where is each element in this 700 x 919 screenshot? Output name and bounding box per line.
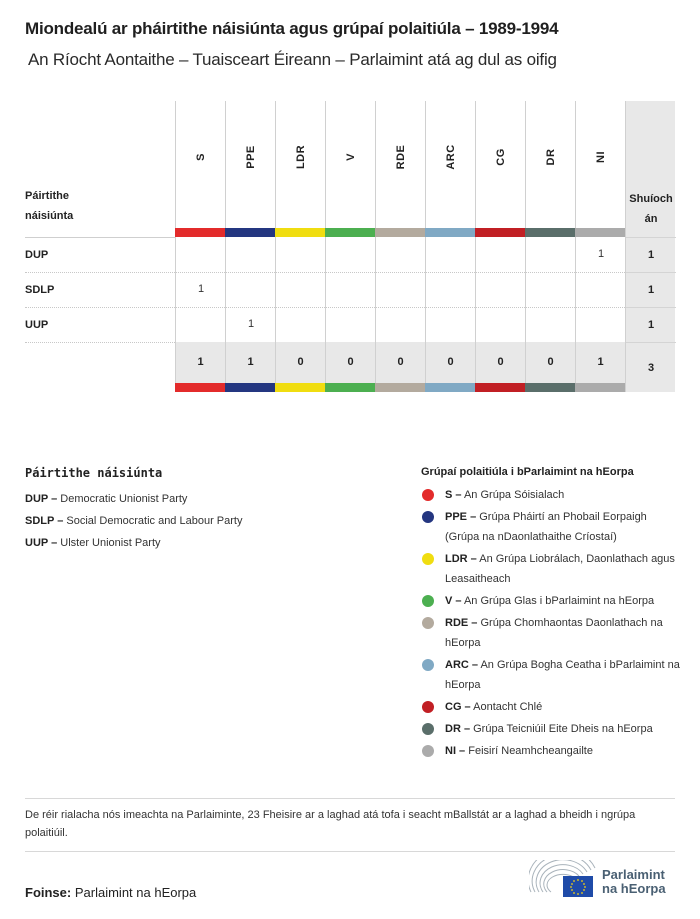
column-total: 0 xyxy=(425,342,475,383)
legend-item-sdlp xyxy=(25,510,395,532)
row-header-line2: náisiúnta xyxy=(25,210,74,222)
legend-item-group xyxy=(421,655,681,695)
column-body xyxy=(475,237,525,342)
table-cell xyxy=(326,237,376,272)
table-cell xyxy=(176,237,226,272)
column-header-label: PPE xyxy=(244,145,257,169)
legend-name: Democratic Unionist Party xyxy=(60,493,188,505)
seats-total-column xyxy=(625,101,675,392)
legend-item-uup xyxy=(25,532,395,554)
legend-item-group xyxy=(421,719,681,739)
column-header-label: V xyxy=(344,153,357,161)
table-cell xyxy=(376,237,426,272)
group-color-bar xyxy=(375,383,425,392)
seats-header-line1: Shuíoch xyxy=(629,193,673,205)
legend-item-group xyxy=(421,485,681,505)
column-body xyxy=(325,237,375,342)
color-dot-icon xyxy=(422,489,434,501)
hemicycle-icon xyxy=(529,860,601,900)
legend-item-group xyxy=(421,697,681,717)
column-body xyxy=(575,237,625,342)
source-line xyxy=(25,885,196,900)
table-cell xyxy=(476,237,526,272)
group-color-bar xyxy=(575,228,625,237)
table-cell xyxy=(576,272,626,307)
column-header-label: LDR xyxy=(294,144,307,170)
column-header xyxy=(375,101,425,228)
group-color-bar xyxy=(425,228,475,237)
table-cell xyxy=(476,307,526,342)
legend-name: Social Democratic and Labour Party xyxy=(66,515,243,527)
table-cell: 1 xyxy=(197,283,205,295)
table-cell xyxy=(176,307,226,342)
table-cell xyxy=(376,307,426,342)
legend-item-group xyxy=(421,591,681,611)
column-body xyxy=(425,237,475,342)
legend-item-group xyxy=(421,507,681,547)
column-header xyxy=(575,101,625,228)
legend-name: Grúpa Teicniúil Eite Dheis na hEorpa xyxy=(473,723,653,735)
color-dot-icon xyxy=(422,553,434,565)
color-dot-icon xyxy=(422,745,434,757)
table-cell xyxy=(526,237,576,272)
column-header xyxy=(475,101,525,228)
legend-item-group xyxy=(421,549,681,589)
column-body xyxy=(275,237,325,342)
row-header-line1: Páirtithe xyxy=(25,190,70,202)
row-total-dup: 1 xyxy=(626,237,676,272)
column-total: 0 xyxy=(475,342,525,383)
column-header-label: RDE xyxy=(394,144,407,170)
chart-subtitle: An Ríocht Aontaithe – Tuaisceart Éireann – Parlaimint atá ag dul as oifig xyxy=(28,50,557,69)
legend-name: Grúpa Pháirtí an Phobail Eorpaigh (Grúpa na nDaonlathaithe Críostaí) xyxy=(445,511,647,543)
table-cell xyxy=(526,307,576,342)
column-body xyxy=(175,237,225,342)
column-total: 0 xyxy=(375,342,425,383)
legend-abbr: NI – xyxy=(445,745,466,757)
group-color-bar xyxy=(325,228,375,237)
group-color-bar xyxy=(525,383,575,392)
column-total: 1 xyxy=(225,342,275,383)
legend-abbr: LDR – xyxy=(445,553,477,565)
color-dot-icon xyxy=(422,617,434,629)
legend-abbr: DR – xyxy=(445,723,471,735)
row-label-dup: DUP xyxy=(25,249,49,261)
table-cell: 1 xyxy=(247,318,255,330)
logo-text xyxy=(602,868,666,896)
chart-title: Miondealú ar pháirtithe náisiúnta agus grúpaí polaitiúla – 1989-1994 xyxy=(25,19,559,38)
legend-abbr: DUP – xyxy=(25,493,58,505)
table-cell xyxy=(376,272,426,307)
group-color-bar xyxy=(275,383,325,392)
seats-header xyxy=(626,189,676,229)
group-color-bar xyxy=(225,383,275,392)
group-color-bar xyxy=(325,383,375,392)
column-header xyxy=(225,101,275,228)
column-total: 0 xyxy=(525,342,575,383)
legend-abbr: UUP – xyxy=(25,537,58,549)
political-groups-legend-title: Grúpaí polaitiúla i bParlaimint na hEorpa xyxy=(421,466,634,478)
legend-name: An Grúpa Glas i bParlaimint na hEorpa xyxy=(463,595,655,607)
column-header xyxy=(425,101,475,228)
table-cell xyxy=(576,307,626,342)
column-header xyxy=(325,101,375,228)
legend-name: An Grúpa Sóisialach xyxy=(463,489,565,501)
legend-name: Feisirí Neamhcheangailte xyxy=(468,745,593,757)
column-total: 1 xyxy=(175,342,225,383)
color-dot-icon xyxy=(422,511,434,523)
table-cell xyxy=(276,272,326,307)
table-cell xyxy=(226,272,276,307)
legend-name: Grúpa Chomhaontas Daonlathach na hEorpa xyxy=(445,617,663,649)
table-cell xyxy=(426,307,476,342)
footer-divider xyxy=(25,798,675,799)
legend-item-group xyxy=(421,613,681,653)
column-body xyxy=(525,237,575,342)
column-total: 0 xyxy=(275,342,325,383)
table-cell xyxy=(226,237,276,272)
group-color-bar xyxy=(425,383,475,392)
legend-name: An Grúpa Bogha Ceatha i bParlaimint na hEorpa xyxy=(445,659,680,691)
political-groups-legend xyxy=(421,466,681,763)
legend-name: Ulster Unionist Party xyxy=(60,537,161,549)
column-header xyxy=(175,101,225,228)
legend-abbr: RDE – xyxy=(445,617,478,629)
logo-line1: Parlaimint xyxy=(602,867,665,882)
row-label-uup: UUP xyxy=(25,319,49,331)
legend-abbr: CG – xyxy=(445,701,471,713)
table-cell xyxy=(476,272,526,307)
group-color-bar xyxy=(575,383,625,392)
column-header-label: NI xyxy=(594,151,607,163)
group-color-bar xyxy=(525,228,575,237)
group-color-bar xyxy=(475,228,525,237)
grand-total: 3 xyxy=(626,342,676,392)
national-parties-legend-title: Páirtithe náisiúnta xyxy=(25,466,163,480)
table-cell xyxy=(526,272,576,307)
table-cell xyxy=(326,272,376,307)
legend-abbr: PPE – xyxy=(445,511,477,523)
group-color-bar xyxy=(175,383,225,392)
column-total: 0 xyxy=(325,342,375,383)
group-color-bar xyxy=(375,228,425,237)
color-dot-icon xyxy=(422,659,434,671)
table-cell xyxy=(426,272,476,307)
column-body xyxy=(375,237,425,342)
column-header xyxy=(275,101,325,228)
source-value: Parlaimint na hEorpa xyxy=(74,885,197,900)
row-label-sdlp: SDLP xyxy=(25,284,55,296)
seats-header-line2: án xyxy=(644,213,658,225)
group-color-bar xyxy=(225,228,275,237)
column-header-label: S xyxy=(194,153,207,161)
color-dot-icon xyxy=(422,701,434,713)
table-cell xyxy=(426,237,476,272)
color-dot-icon xyxy=(422,595,434,607)
column-header-label: DR xyxy=(544,148,557,166)
legend-abbr: V – xyxy=(445,595,462,607)
row-header xyxy=(25,186,175,226)
legend-abbr: ARC – xyxy=(445,659,479,671)
logo-line2: na hEorpa xyxy=(602,881,666,896)
source-label: Foinse: xyxy=(25,885,72,900)
table-cell: 1 xyxy=(597,248,605,260)
column-header-label: ARC xyxy=(444,144,457,170)
group-color-bar xyxy=(175,228,225,237)
legend-abbr: S – xyxy=(445,489,462,501)
table-cell xyxy=(326,307,376,342)
column-header-label: CG xyxy=(494,148,507,166)
table-cell xyxy=(276,237,326,272)
footer-divider xyxy=(25,851,675,852)
row-total-sdlp: 1 xyxy=(626,272,676,307)
column-body xyxy=(225,237,275,342)
group-color-bar xyxy=(275,228,325,237)
legend-name: An Grúpa Liobrálach, Daonlathach agus Leasaitheach xyxy=(445,553,675,585)
column-header xyxy=(525,101,575,228)
national-parties-legend xyxy=(25,466,395,554)
table-cell xyxy=(276,307,326,342)
legend-item-group xyxy=(421,741,681,761)
color-dot-icon xyxy=(422,723,434,735)
legend-abbr: SDLP – xyxy=(25,515,64,527)
footnote: De réir rialacha nós imeachta na Parlaiminte, 23 Fheisire ar a laghad atá tofa i seacht mBallstát ar a laghad a bheidh i ngrúpa polaitiúil. xyxy=(25,809,636,839)
european-parliament-logo xyxy=(529,860,679,900)
column-total: 1 xyxy=(575,342,625,383)
legend-name: Aontacht Chlé xyxy=(473,701,543,713)
row-total-uup: 1 xyxy=(626,307,676,342)
group-color-bar xyxy=(475,383,525,392)
legend-item-dup xyxy=(25,488,395,510)
